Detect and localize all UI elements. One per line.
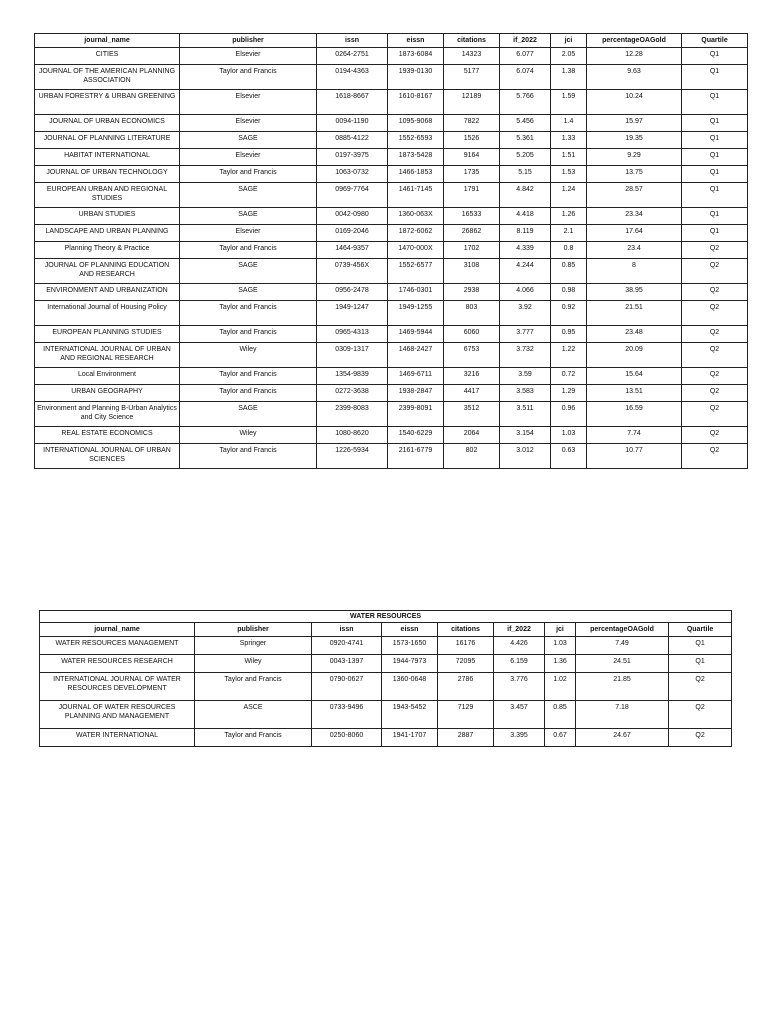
cell-if-2022: 3.777 — [500, 326, 551, 343]
table-row — [35, 284, 748, 301]
cell-issn: 1226-5934 — [317, 444, 388, 469]
cell-citations: 2887 — [438, 729, 494, 747]
urban-planning-journals-table — [34, 33, 748, 469]
cell-quartile: Q2 — [682, 301, 748, 326]
cell-journal-name: HABITAT INTERNATIONAL — [35, 149, 180, 166]
cell-eissn: 1938-2847 — [388, 385, 444, 402]
cell-percentageoagold: 24.51 — [576, 655, 669, 673]
column-header-journal-name: journal_name — [40, 623, 195, 637]
cell-journal-name: WATER RESOURCES MANAGEMENT — [40, 637, 195, 655]
cell-eissn: 1461-7145 — [388, 183, 444, 208]
column-header-quartile: Quartile — [682, 34, 748, 48]
cell-publisher: SAGE — [180, 208, 317, 225]
cell-publisher: Elsevier — [180, 90, 317, 115]
table2-caption: WATER RESOURCES — [40, 611, 732, 623]
table-row — [35, 166, 748, 183]
cell-publisher: Taylor and Francis — [180, 65, 317, 90]
cell-publisher: Elsevier — [180, 115, 317, 132]
cell-issn: 0042-0980 — [317, 208, 388, 225]
table-row — [35, 427, 748, 444]
table-row — [40, 637, 732, 655]
column-header-eissn: eissn — [382, 623, 438, 637]
cell-jci: 0.72 — [551, 368, 587, 385]
cell-citations: 3512 — [444, 402, 500, 427]
cell-journal-name: JOURNAL OF PLANNING EDUCATION AND RESEARCH — [35, 259, 180, 284]
column-header-publisher: publisher — [180, 34, 317, 48]
cell-jci: 0.85 — [551, 259, 587, 284]
cell-percentageoagold: 15.97 — [587, 115, 682, 132]
cell-if-2022: 4.842 — [500, 183, 551, 208]
cell-eissn: 1746-0301 — [388, 284, 444, 301]
cell-journal-name: INTERNATIONAL JOURNAL OF URBAN AND REGIONAL RESEARCH — [35, 343, 180, 368]
cell-percentageoagold: 21.85 — [576, 673, 669, 701]
cell-if-2022: 4.339 — [500, 242, 551, 259]
cell-quartile: Q1 — [669, 655, 732, 673]
cell-citations: 1735 — [444, 166, 500, 183]
cell-publisher: Taylor and Francis — [180, 301, 317, 326]
cell-issn: 0197-3975 — [317, 149, 388, 166]
cell-if-2022: 5.766 — [500, 90, 551, 115]
cell-if-2022: 8.119 — [500, 225, 551, 242]
cell-citations: 6753 — [444, 343, 500, 368]
cell-eissn: 1540-6229 — [388, 427, 444, 444]
table-row — [35, 402, 748, 427]
cell-citations: 5177 — [444, 65, 500, 90]
cell-citations: 2938 — [444, 284, 500, 301]
table2-header-row — [40, 623, 732, 637]
cell-eissn: 1095-9068 — [388, 115, 444, 132]
cell-publisher: SAGE — [180, 183, 317, 208]
cell-publisher: Wiley — [180, 427, 317, 444]
cell-jci: 0.85 — [545, 701, 576, 729]
cell-percentageoagold: 9.29 — [587, 149, 682, 166]
cell-eissn: 2161-6779 — [388, 444, 444, 469]
table-row — [35, 90, 748, 115]
table-row — [35, 368, 748, 385]
cell-issn: 0309-1317 — [317, 343, 388, 368]
table-row — [35, 444, 748, 469]
cell-quartile: Q1 — [682, 183, 748, 208]
table-row — [35, 343, 748, 368]
cell-eissn: 1610-8167 — [388, 90, 444, 115]
column-header-if-2022: if_2022 — [500, 34, 551, 48]
cell-quartile: Q1 — [669, 637, 732, 655]
cell-publisher: SAGE — [180, 402, 317, 427]
cell-jci: 1.22 — [551, 343, 587, 368]
column-header-journal-name: journal_name — [35, 34, 180, 48]
column-header-citations: citations — [438, 623, 494, 637]
cell-journal-name: URBAN FORESTRY & URBAN GREENING — [35, 90, 180, 115]
cell-percentageoagold: 10.24 — [587, 90, 682, 115]
cell-publisher: ASCE — [195, 701, 312, 729]
cell-jci: 2.1 — [551, 225, 587, 242]
column-header-jci: jci — [551, 34, 587, 48]
cell-citations: 26862 — [444, 225, 500, 242]
cell-eissn: 1944-7973 — [382, 655, 438, 673]
cell-issn: 0264-2751 — [317, 48, 388, 65]
table-row — [35, 208, 748, 225]
cell-issn: 0969-7764 — [317, 183, 388, 208]
column-header-eissn: eissn — [388, 34, 444, 48]
cell-if-2022: 6.074 — [500, 65, 551, 90]
cell-citations: 16533 — [444, 208, 500, 225]
cell-jci: 1.29 — [551, 385, 587, 402]
cell-quartile: Q2 — [682, 368, 748, 385]
cell-journal-name: Planning Theory & Practice — [35, 242, 180, 259]
cell-jci: 1.4 — [551, 115, 587, 132]
table1-header-row — [35, 34, 748, 48]
table-row — [35, 259, 748, 284]
cell-if-2022: 3.583 — [500, 385, 551, 402]
cell-quartile: Q2 — [669, 673, 732, 701]
cell-percentageoagold: 16.59 — [587, 402, 682, 427]
table-row — [35, 326, 748, 343]
cell-publisher: Taylor and Francis — [180, 444, 317, 469]
cell-percentageoagold: 21.51 — [587, 301, 682, 326]
cell-publisher: SAGE — [180, 284, 317, 301]
column-header-if-2022: if_2022 — [494, 623, 545, 637]
cell-jci: 1.38 — [551, 65, 587, 90]
cell-percentageoagold: 7.74 — [587, 427, 682, 444]
cell-eissn: 1949-1255 — [388, 301, 444, 326]
cell-if-2022: 3.92 — [500, 301, 551, 326]
cell-publisher: SAGE — [180, 259, 317, 284]
table-row — [35, 132, 748, 149]
cell-quartile: Q2 — [682, 326, 748, 343]
cell-percentageoagold: 28.57 — [587, 183, 682, 208]
cell-jci: 1.02 — [545, 673, 576, 701]
table-row — [35, 149, 748, 166]
cell-journal-name: JOURNAL OF URBAN ECONOMICS — [35, 115, 180, 132]
water-resources-journals-table — [39, 610, 732, 747]
cell-citations: 1526 — [444, 132, 500, 149]
cell-quartile: Q2 — [682, 242, 748, 259]
table-row — [40, 655, 732, 673]
cell-eissn: 1552-6577 — [388, 259, 444, 284]
cell-quartile: Q2 — [682, 259, 748, 284]
cell-percentageoagold: 7.49 — [576, 637, 669, 655]
cell-publisher: Taylor and Francis — [195, 729, 312, 747]
cell-journal-name: WATER RESOURCES RESEARCH — [40, 655, 195, 673]
cell-quartile: Q1 — [682, 225, 748, 242]
cell-journal-name: REAL ESTATE ECONOMICS — [35, 427, 180, 444]
cell-if-2022: 5.15 — [500, 166, 551, 183]
cell-if-2022: 3.59 — [500, 368, 551, 385]
cell-publisher: Taylor and Francis — [180, 385, 317, 402]
cell-if-2022: 4.426 — [494, 637, 545, 655]
cell-eissn: 1939-0130 — [388, 65, 444, 90]
cell-percentageoagold: 17.64 — [587, 225, 682, 242]
cell-if-2022: 5.361 — [500, 132, 551, 149]
column-header-issn: issn — [317, 34, 388, 48]
cell-jci: 0.67 — [545, 729, 576, 747]
cell-journal-name: EUROPEAN URBAN AND REGIONAL STUDIES — [35, 183, 180, 208]
cell-quartile: Q2 — [682, 343, 748, 368]
cell-if-2022: 3.457 — [494, 701, 545, 729]
table2-caption-row — [40, 611, 732, 623]
cell-if-2022: 4.418 — [500, 208, 551, 225]
cell-citations: 12189 — [444, 90, 500, 115]
cell-issn: 0956-2478 — [317, 284, 388, 301]
table-row — [35, 65, 748, 90]
cell-percentageoagold: 23.48 — [587, 326, 682, 343]
cell-percentageoagold: 23.34 — [587, 208, 682, 225]
cell-quartile: Q2 — [682, 427, 748, 444]
cell-eissn: 1360-063X — [388, 208, 444, 225]
cell-issn: 0920-4741 — [312, 637, 382, 655]
cell-jci: 0.92 — [551, 301, 587, 326]
table-row — [35, 385, 748, 402]
cell-percentageoagold: 20.09 — [587, 343, 682, 368]
cell-journal-name: CITIES — [35, 48, 180, 65]
cell-citations: 2064 — [444, 427, 500, 444]
cell-publisher: SAGE — [180, 132, 317, 149]
cell-quartile: Q2 — [682, 385, 748, 402]
cell-quartile: Q2 — [682, 444, 748, 469]
cell-jci: 1.26 — [551, 208, 587, 225]
cell-jci: 0.96 — [551, 402, 587, 427]
cell-percentageoagold: 38.95 — [587, 284, 682, 301]
cell-jci: 1.53 — [551, 166, 587, 183]
cell-issn: 1464-9357 — [317, 242, 388, 259]
cell-eissn: 1466-1853 — [388, 166, 444, 183]
cell-journal-name: URBAN STUDIES — [35, 208, 180, 225]
cell-publisher: Springer — [195, 637, 312, 655]
column-header-jci: jci — [545, 623, 576, 637]
cell-jci: 0.95 — [551, 326, 587, 343]
table-row — [40, 673, 732, 701]
cell-citations: 6060 — [444, 326, 500, 343]
cell-eissn: 1873-6084 — [388, 48, 444, 65]
cell-issn: 0733-9496 — [312, 701, 382, 729]
table-row — [35, 183, 748, 208]
cell-issn: 1618-8667 — [317, 90, 388, 115]
column-header-percentageoagold: percentageOAGold — [587, 34, 682, 48]
column-header-percentageoagold: percentageOAGold — [576, 623, 669, 637]
cell-publisher: Elsevier — [180, 225, 317, 242]
cell-citations: 802 — [444, 444, 500, 469]
cell-jci: 2.05 — [551, 48, 587, 65]
cell-issn: 0043-1397 — [312, 655, 382, 673]
cell-journal-name: ENVIRONMENT AND URBANIZATION — [35, 284, 180, 301]
cell-percentageoagold: 19.35 — [587, 132, 682, 149]
cell-jci: 1.24 — [551, 183, 587, 208]
cell-eissn: 1941-1707 — [382, 729, 438, 747]
table-row — [35, 225, 748, 242]
cell-citations: 4417 — [444, 385, 500, 402]
cell-jci: 0.8 — [551, 242, 587, 259]
table-row — [35, 242, 748, 259]
cell-quartile: Q1 — [682, 48, 748, 65]
cell-quartile: Q2 — [682, 402, 748, 427]
cell-citations: 1791 — [444, 183, 500, 208]
cell-percentageoagold: 15.64 — [587, 368, 682, 385]
cell-if-2022: 5.205 — [500, 149, 551, 166]
cell-eissn: 1469-6711 — [388, 368, 444, 385]
cell-quartile: Q2 — [682, 284, 748, 301]
cell-percentageoagold: 10.77 — [587, 444, 682, 469]
cell-if-2022: 5.456 — [500, 115, 551, 132]
cell-quartile: Q1 — [682, 166, 748, 183]
cell-jci: 0.63 — [551, 444, 587, 469]
cell-quartile: Q1 — [682, 90, 748, 115]
cell-eissn: 1470-000X — [388, 242, 444, 259]
cell-quartile: Q1 — [682, 65, 748, 90]
column-header-publisher: publisher — [195, 623, 312, 637]
column-header-citations: citations — [444, 34, 500, 48]
cell-percentageoagold: 24.67 — [576, 729, 669, 747]
cell-quartile: Q2 — [669, 729, 732, 747]
cell-citations: 3216 — [444, 368, 500, 385]
cell-journal-name: Local Environment — [35, 368, 180, 385]
cell-jci: 1.03 — [551, 427, 587, 444]
cell-issn: 0739-456X — [317, 259, 388, 284]
cell-eissn: 1552-6593 — [388, 132, 444, 149]
cell-jci: 1.51 — [551, 149, 587, 166]
cell-if-2022: 3.154 — [500, 427, 551, 444]
cell-issn: 0885-4122 — [317, 132, 388, 149]
cell-journal-name: JOURNAL OF PLANNING LITERATURE — [35, 132, 180, 149]
cell-jci: 0.98 — [551, 284, 587, 301]
cell-journal-name: JOURNAL OF URBAN TECHNOLOGY — [35, 166, 180, 183]
cell-issn: 2399-8083 — [317, 402, 388, 427]
cell-percentageoagold: 13.51 — [587, 385, 682, 402]
cell-publisher: Elsevier — [180, 149, 317, 166]
cell-if-2022: 3.511 — [500, 402, 551, 427]
cell-if-2022: 6.077 — [500, 48, 551, 65]
cell-issn: 0790-0627 — [312, 673, 382, 701]
cell-percentageoagold: 8 — [587, 259, 682, 284]
cell-journal-name: JOURNAL OF WATER RESOURCES PLANNING AND MANAGEMENT — [40, 701, 195, 729]
cell-jci: 1.59 — [551, 90, 587, 115]
cell-quartile: Q1 — [682, 149, 748, 166]
cell-issn: 0272-3638 — [317, 385, 388, 402]
cell-citations: 9164 — [444, 149, 500, 166]
cell-jci: 1.03 — [545, 637, 576, 655]
cell-issn: 1080-8620 — [317, 427, 388, 444]
cell-citations: 2786 — [438, 673, 494, 701]
cell-if-2022: 3.776 — [494, 673, 545, 701]
cell-issn: 0250-8060 — [312, 729, 382, 747]
cell-percentageoagold: 23.4 — [587, 242, 682, 259]
table-row — [35, 48, 748, 65]
cell-journal-name: JOURNAL OF THE AMERICAN PLANNING ASSOCIATION — [35, 65, 180, 90]
cell-eissn: 1943-5452 — [382, 701, 438, 729]
cell-percentageoagold: 7.18 — [576, 701, 669, 729]
cell-if-2022: 4.066 — [500, 284, 551, 301]
cell-citations: 72095 — [438, 655, 494, 673]
cell-jci: 1.36 — [545, 655, 576, 673]
cell-publisher: Wiley — [180, 343, 317, 368]
cell-issn: 0965-4313 — [317, 326, 388, 343]
cell-publisher: Elsevier — [180, 48, 317, 65]
cell-journal-name: URBAN GEOGRAPHY — [35, 385, 180, 402]
cell-eissn: 1468-2427 — [388, 343, 444, 368]
cell-issn: 0169-2046 — [317, 225, 388, 242]
cell-quartile: Q2 — [669, 701, 732, 729]
cell-percentageoagold: 9.63 — [587, 65, 682, 90]
cell-journal-name: INTERNATIONAL JOURNAL OF URBAN SCIENCES — [35, 444, 180, 469]
cell-issn: 1063-0732 — [317, 166, 388, 183]
cell-publisher: Wiley — [195, 655, 312, 673]
table-row — [35, 301, 748, 326]
cell-quartile: Q1 — [682, 115, 748, 132]
cell-journal-name: EUROPEAN PLANNING STUDIES — [35, 326, 180, 343]
cell-citations: 1702 — [444, 242, 500, 259]
cell-citations: 7129 — [438, 701, 494, 729]
cell-issn: 1949-1247 — [317, 301, 388, 326]
cell-if-2022: 3.732 — [500, 343, 551, 368]
cell-journal-name: LANDSCAPE AND URBAN PLANNING — [35, 225, 180, 242]
cell-citations: 803 — [444, 301, 500, 326]
cell-issn: 0094-1190 — [317, 115, 388, 132]
cell-publisher: Taylor and Francis — [180, 326, 317, 343]
cell-publisher: Taylor and Francis — [180, 166, 317, 183]
cell-percentageoagold: 13.75 — [587, 166, 682, 183]
cell-issn: 1354-9839 — [317, 368, 388, 385]
cell-issn: 0194-4363 — [317, 65, 388, 90]
cell-if-2022: 4.244 — [500, 259, 551, 284]
cell-eissn: 1360-0648 — [382, 673, 438, 701]
cell-eissn: 1872-6062 — [388, 225, 444, 242]
cell-journal-name: Environment and Planning B-Urban Analytics and City Science — [35, 402, 180, 427]
cell-journal-name: WATER INTERNATIONAL — [40, 729, 195, 747]
cell-eissn: 2399-8091 — [388, 402, 444, 427]
cell-quartile: Q1 — [682, 208, 748, 225]
table-row — [40, 729, 732, 747]
cell-citations: 16176 — [438, 637, 494, 655]
table-row — [40, 701, 732, 729]
cell-citations: 3108 — [444, 259, 500, 284]
column-header-issn: issn — [312, 623, 382, 637]
cell-citations: 7822 — [444, 115, 500, 132]
cell-publisher: Taylor and Francis — [180, 368, 317, 385]
cell-citations: 14323 — [444, 48, 500, 65]
cell-journal-name: International Journal of Housing Policy — [35, 301, 180, 326]
cell-publisher: Taylor and Francis — [180, 242, 317, 259]
cell-if-2022: 6.159 — [494, 655, 545, 673]
column-header-quartile: Quartile — [669, 623, 732, 637]
cell-eissn: 1469-5944 — [388, 326, 444, 343]
cell-if-2022: 3.395 — [494, 729, 545, 747]
cell-jci: 1.33 — [551, 132, 587, 149]
cell-publisher: Taylor and Francis — [195, 673, 312, 701]
cell-eissn: 1873-5428 — [388, 149, 444, 166]
cell-if-2022: 3.012 — [500, 444, 551, 469]
cell-quartile: Q1 — [682, 132, 748, 149]
cell-percentageoagold: 12.28 — [587, 48, 682, 65]
cell-journal-name: INTERNATIONAL JOURNAL OF WATER RESOURCES DEVELOPMENT — [40, 673, 195, 701]
table-row — [35, 115, 748, 132]
cell-eissn: 1573-1650 — [382, 637, 438, 655]
